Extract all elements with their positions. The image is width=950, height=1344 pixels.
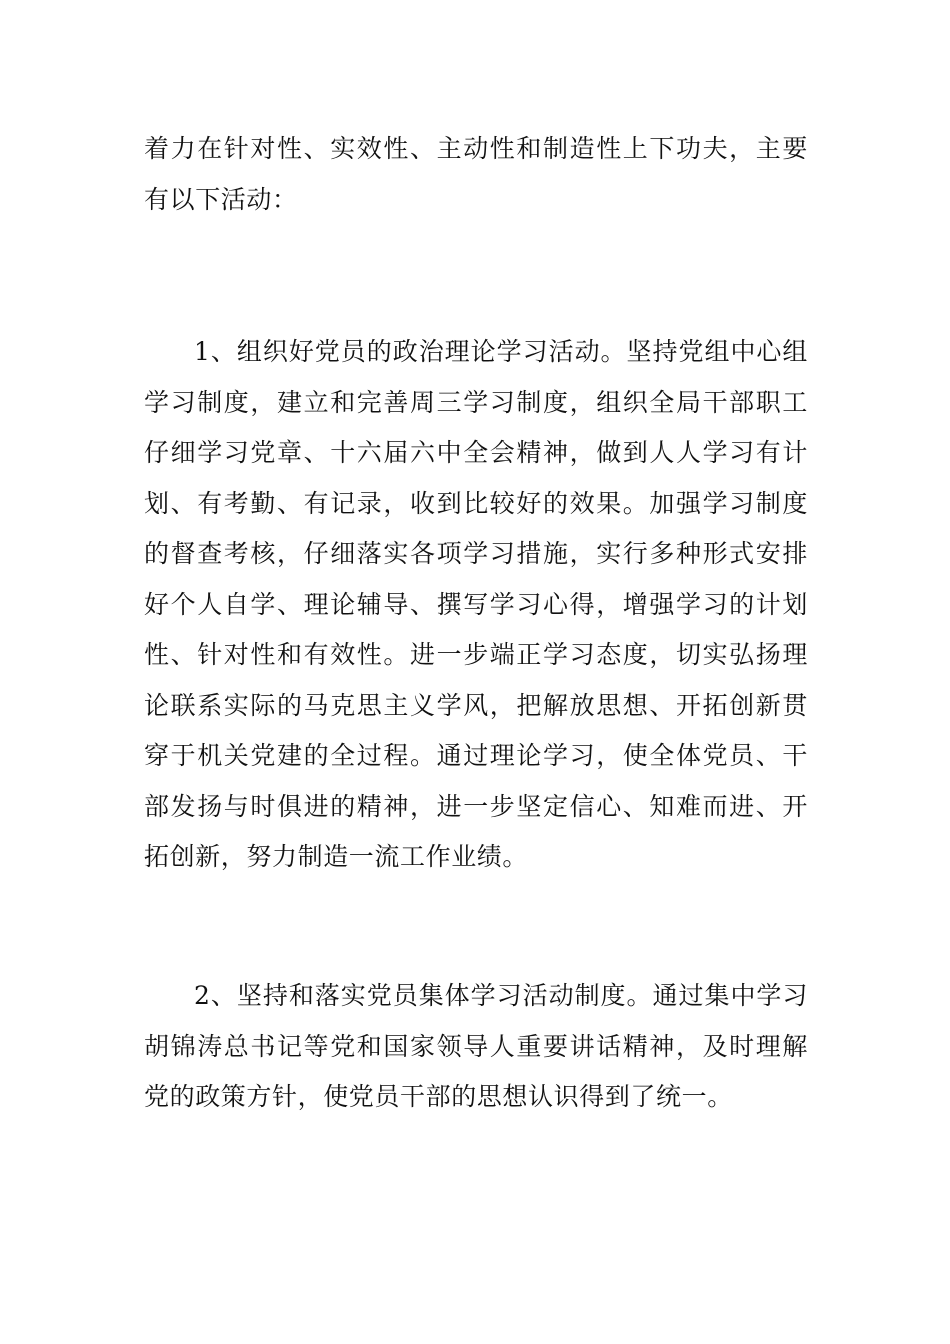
- paragraph-item-2: 2、坚持和落实党员集体学习活动制度。通过集中学习胡锦涛总书记等党和国家领导人重要讲话精神，及时理解党的政策方针，使党员干部的思想认识得到了统一。: [144, 981, 808, 1111]
- paragraph-intro: 着力在针对性、实效性、主动性和制造性上下功夫，主要有以下活动：: [144, 134, 808, 214]
- paragraph-item-1: 1、组织好党员的政治理论学习活动。坚持党组中心组学习制度，建立和完善周三学习制度，组织全局干部职工仔细学习党章、十六届六中全会精神，做到人人学习有计划、有考勤、有记录，收到比较好的效果。加强学习制度的督查考核，仔细落实各项学习措施，实行多种形式安排好个人自学、理论辅导、撰写学习心得，增强学习的计划性、针对性和有效性。进一步端正学习态度，切实弘扬理论联系实际的马克思主义学风，把解放思想、开拓创新贯穿于机关党建的全过程。通过理论学习，使全体党员、干部发扬与时俱进的精神，进一步坚定信心、知难而进、开拓创新，努力制造一流工作业绩。: [144, 337, 808, 871]
